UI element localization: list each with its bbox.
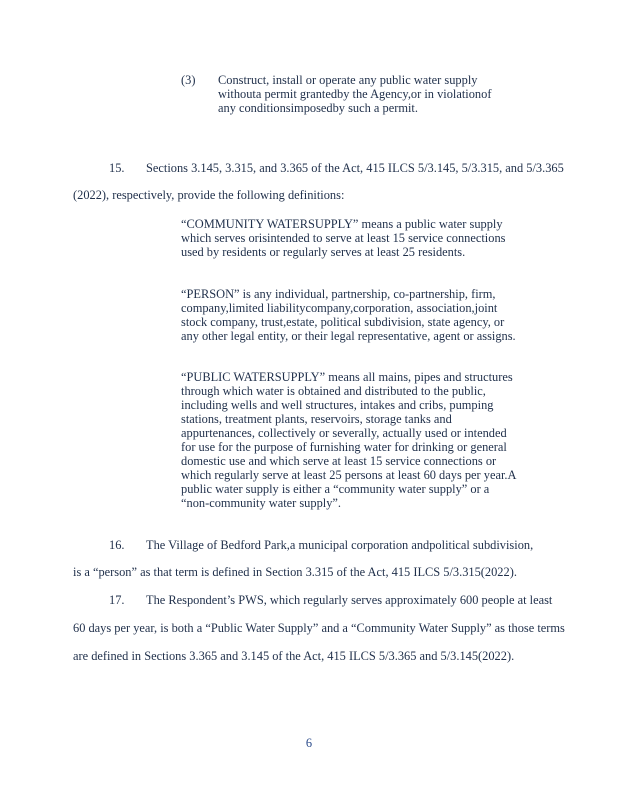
para-16-line-1: The Village of Bedford Park,a municipal corporation andpolitical subdivision,: [146, 538, 534, 552]
para-16-number: 16.: [109, 538, 125, 552]
para-17-line-1: The Respondent’s PWS, which regularly serves approximately 600 people at least: [146, 593, 553, 607]
para-15-number: 15.: [109, 161, 125, 175]
item-3-number: (3): [181, 73, 196, 87]
definition-community-water-supply: “COMMUNITY WATERSUPPLY” means a public water supply which serves orisintended to serve at least 15 service connections used by residents or regularly serves at least 25 residents.: [181, 217, 506, 259]
para-17-line-2: 60 days per year, is both a “Public Water Supply” and a “Community Water Supply” as those terms: [73, 621, 565, 635]
para-15-line-1: Sections 3.145, 3.315, and 3.365 of the Act, 415 ILCS 5/3.145, 5/3.315, and 5/3.365: [146, 161, 564, 175]
item-3-text: Construct, install or operate any public water supply withouta permit grantedby the Agency,or in violationof any conditionsimposedby such a permit.: [218, 73, 492, 115]
para-15-line-2: (2022), respectively, provide the following definitions:: [73, 188, 345, 202]
para-17-number: 17.: [109, 593, 125, 607]
para-17-line-3: are defined in Sections 3.365 and 3.145 of the Act, 415 ILCS 5/3.365 and 5/3.145(2022).: [73, 649, 515, 663]
definition-person: “PERSON” is any individual, partnership, co-partnership, firm, company,limited liabilitycompany,corporation, association,joint stock company, trust,estate, political subdivision, state agency, or any other legal entity, or their legal representative, agent or assigns.: [181, 287, 516, 343]
para-16-line-2: is a “person” as that term is defined in Section 3.315 of the Act, 415 ILCS 5/3.315(2022).: [73, 565, 517, 579]
definition-public-water-supply: “PUBLIC WATERSUPPLY” means all mains, pipes and structures through which water is obtained and distributed to the public, including wells and well structures, intakes and cribs, pumping stations, treatment plants, reservoirs, storage tanks and appurtenances, collectively or severally, actually used or intended for use for the purpose of furnishing water for drinking or general domestic use and which serve at least 15 service connections or which regularly serve at least 25 persons at least 60 days per year.A public water supply is either a “community water supply” or a “non-community water supply”.: [181, 370, 516, 510]
page-number: 6: [305, 736, 313, 750]
